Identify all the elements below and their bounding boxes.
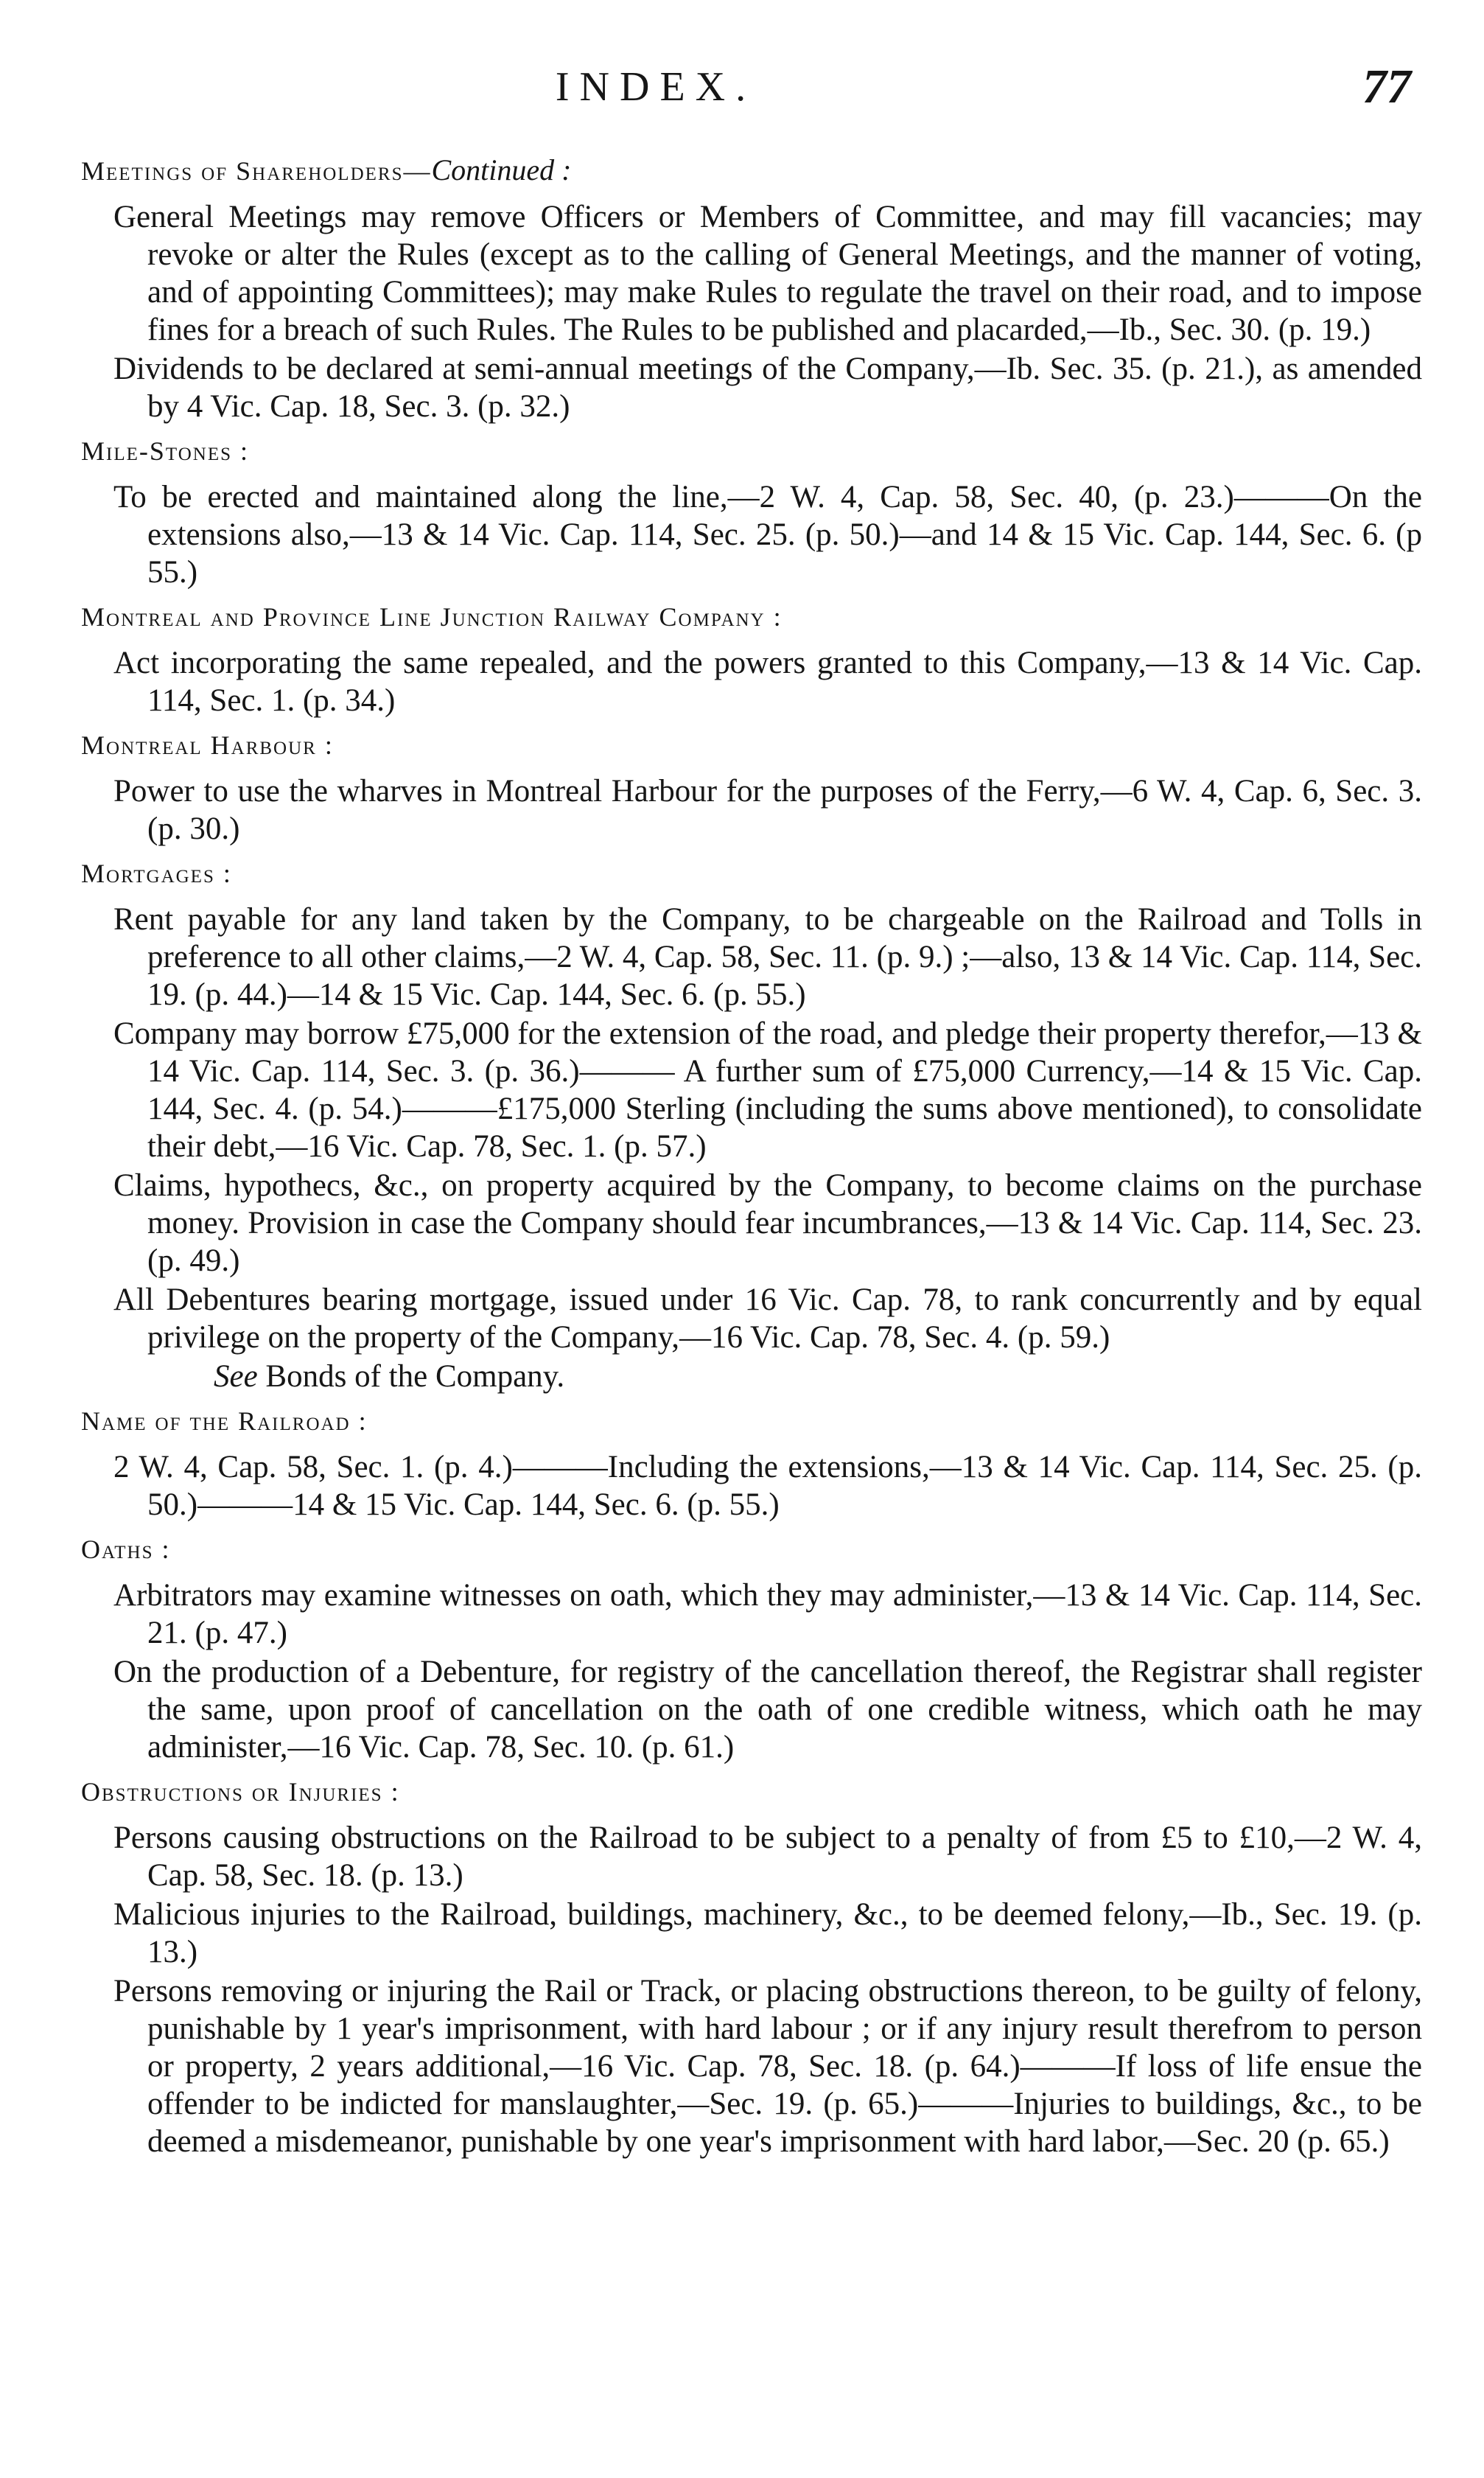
section-heading: Montreal Harbour : [81,730,334,760]
page-number: 77 [1362,60,1411,114]
index-entry: General Meetings may remove Officers or Members of Committee, and may fill vacancies; may revoke or alter the Rules (except as to the calling of General Meetings, and the manner of voting, and of appointing Committees); may make Rules to regulate the travel on their road, and to impose fines for a breach of such Rules. The Rules to be published and placarded,—Ib., Sec. 30. (p. 19.) [113,200,1422,347]
index-section-mile-stones [81,431,1422,591]
index-section-obstructions-or-injuries [81,1772,1422,2160]
index-entry: To be erected and maintained along the line,—2 W. 4, Cap. 58, Sec. 40, (p. 23.)———On the extensions also,—13 & 14 Vic. Cap. 114, Sec. 25. (p. 50.)—and 14 & 15 Vic. Cap. 144, Sec. 6. (p 55.) [113,480,1422,590]
index-section-montreal-harbour [81,725,1422,848]
section-heading: Name of the Railroad : [81,1406,368,1436]
section-heading [81,150,1422,191]
index-entry: On the production of a Debenture, for registry of the cancellation thereof, the Registrar shall register the same, upon proof of cancellation on the oath of one credible witness, which oath he may administer,—16 Vic. Cap. 78, Sec. 10. (p. 61.) [113,1655,1422,1765]
index-content [81,144,1422,2162]
index-entry: All Debentures bearing mortgage, issued under 16 Vic. Cap. 78, to rank concurrently and by equal privilege on the property of the Company,—16 Vic. Cap. 78, Sec. 4. (p. 59.) [113,1282,1422,1355]
index-section-meetings-of-shareholders [81,150,1422,425]
index-entry: Rent payable for any land taken by the Company, to be chargeable on the Railroad and Tolls in preference to all other claims,—2 W. 4, Cap. 58, Sec. 11. (p. 9.) ;—also, 13 & 14 Vic. Cap. 114, Sec. 19. (p. 44.)—14 & 15 Vic. Cap. 144, Sec. 6. (p. 55.) [113,902,1422,1012]
section-heading-text: Meetings of Shareholders— [81,156,432,186]
index-section-name-of-railroad [81,1401,1422,1524]
section-heading: Oaths : [81,1535,171,1564]
see-also-prefix: See [214,1359,258,1394]
section-heading-continued: Continued : [431,153,572,186]
see-also-target: Bonds of the Company. [265,1359,565,1394]
section-heading: Obstructions or Injuries : [81,1777,400,1807]
index-entry: Act incorporating the same repealed, and the powers granted to this Company,—13 & 14 Vic. Cap. 114, Sec. 1. (p. 34.) [113,646,1422,718]
section-heading: Mortgages : [81,859,232,888]
index-entry: Malicious injuries to the Railroad, buildings, machinery, &c., to be deemed felony,—Ib., Sec. 19. (p. 13.) [113,1897,1422,1969]
index-entry: Persons causing obstructions on the Railroad to be subject to a penalty of from £5 to £10,—2 W. 4, Cap. 58, Sec. 18. (p. 13.) [113,1821,1422,1893]
index-entry: Company may borrow £75,000 for the extension of the road, and pledge their property therefor,—13 & 14 Vic. Cap. 114, Sec. 3. (p. 36.)——— A further sum of £75,000 Currency,—14 & 15 Vic. Cap. 144, Sec. 4. (p. 54.)———£175,000 Sterling (including the sums above mentioned), to consolidate their debt,—16 Vic. Cap. 78, Sec. 1. (p. 57.) [113,1016,1422,1164]
index-entry: 2 W. 4, Cap. 58, Sec. 1. (p. 4.)———Including the extensions,—13 & 14 Vic. Cap. 114, Sec. 25. (p. 50.)———14 & 15 Vic. Cap. 144, Sec. 6. (p. 55.) [113,1450,1422,1522]
section-heading: Montreal and Province Line Junction Railway Company : [81,602,783,632]
index-section-mortgages [81,854,1422,1395]
index-entry: Persons removing or injuring the Rail or Track, or placing obstructions thereon, to be guilty of felony, punishable by 1 year's imprisonment, with hard labour ; or if any injury result therefrom to person or property, 2 years additional,—16 Vic. Cap. 78, Sec. 18. (p. 64.)———If loss of life ensue the offender to be indicted for manslaughter,—Sec. 19. (p. 65.)———Injuries to buildings, &c., to be deemed a misdemeanor, punishable by one year's imprisonment with hard labor,—Sec. 20 (p. 65.) [113,1974,1422,2159]
section-heading: Mile-Stones : [81,436,249,466]
index-entry: Power to use the wharves in Montreal Harbour for the purposes of the Ferry,—6 W. 4, Cap. 6, Sec. 3. (p. 30.) [113,774,1422,846]
index-entry: Claims, hypothecs, &c., on property acquired by the Company, to become claims on the purchase money. Provision in case the Company should fear incumbrances,—13 & 14 Vic. Cap. 114, Sec. 23. (p. 49.) [113,1168,1422,1278]
running-head: INDEX. [555,64,757,110]
index-entry: Arbitrators may examine witnesses on oath, which they may administer,—13 & 14 Vic. Cap. 114, Sec. 21. (p. 47.) [113,1578,1422,1650]
index-section-montreal-province-line-railway [81,597,1422,719]
index-section-oaths [81,1529,1422,1766]
index-entry: Dividends to be declared at semi-annual meetings of the Company,—Ib. Sec. 35. (p. 21.), as amended by 4 Vic. Cap. 18, Sec. 3. (p. 32.) [113,352,1422,424]
see-also-reference [214,1358,1422,1395]
